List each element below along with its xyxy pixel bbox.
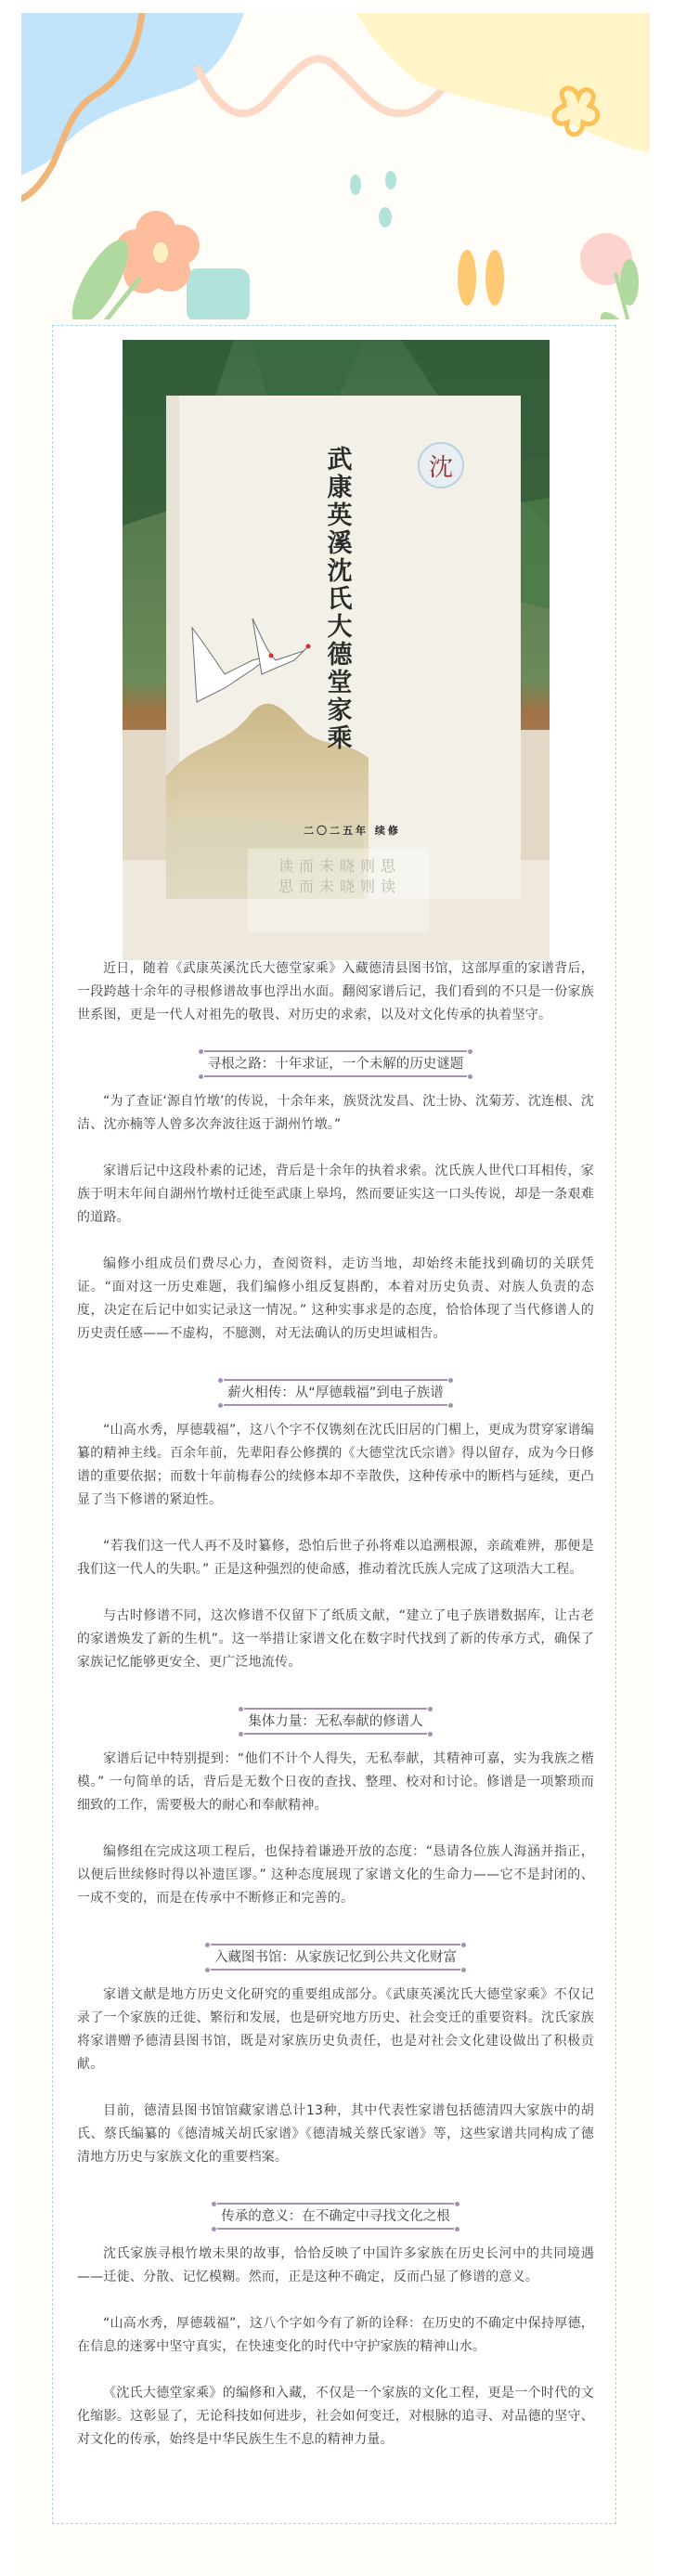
paragraph: 编修组在完成这项工程后，也保持着谦逊开放的态度：“恳请各位族人海涵并指正，以便后世续修时得以补遗匡谬。” 这种态度展现了家谱文化的生命力——它不是封闭的、一成不变的，而是在传承中不断修正和完善的。 xyxy=(77,1844,594,1906)
article-container xyxy=(52,325,616,2524)
family-seal-icon: 沈 xyxy=(428,454,454,482)
paragraph: “为了查证‘源自竹墩’的传说，十余年来，族贤沈发昌、沈士协、沈菊芳、沈连根、沈洁、沈亦楠等人曾多次奔波往返于湖州竹墩。” xyxy=(77,1094,594,1132)
section-heading: 传承的意义：在不确定中寻找文化之根 xyxy=(212,2203,459,2230)
paragraph: 《沈氏大德堂家乘》的编修和入藏，不仅是一个家族的文化工程，更是一个时代的文化缩影。这彰显了，无论科技如何进步，社会如何变迁，对根脉的追寻、对品德的坚守、对文化的传承，始终是中华民族生生不息的精神力量。 xyxy=(77,2386,594,2447)
article-body xyxy=(77,957,594,2475)
paragraph: 家谱后记中这段朴素的记述，背后是十余年的执着求索。沈氏族人世代口耳相传，家族于明末年间自湖州竹墩村迁徙至武康上皋坞，然而要证实这一口头传说，却是一条艰难的道路。 xyxy=(77,1164,594,1225)
paragraph: 与古时修谱不同，这次修谱不仅留下了纸质文献，“建立了电子族谱数据库，让古老的家谱焕发了新的生机”。这一举措让家谱文化在数字时代找到了新的传承方式，确保了家族记忆能够更安全、更广泛地流传。 xyxy=(77,1608,594,1670)
paragraph: “若我们这一代人再不及时纂修，恐怕后世子孙将难以追溯根源，亲疏难辨，那便是我们这一代人的失职。” 正是这种强烈的使命感，推动着沈氏族人完成了这项浩大工程。 xyxy=(77,1539,594,1577)
section-heading: 寻根之路：十年求证，一个未解的历史谜题 xyxy=(199,1050,473,1077)
paragraph: 沈氏家族寻根竹墩未果的故事，恰恰反映了中国许多家族在历史长河中的共同境遇——迁徙、分散、记忆模糊。然而，正是这种不确定，反而凸显了修谱的意义。 xyxy=(77,2246,594,2284)
section-heading: 集体力量：无私奉献的修谱人 xyxy=(239,1708,433,1735)
paragraph: 编修小组成员们费尽心力，查阅资料，走访当地，却始终未能找到确切的关联凭证。“面对这一历史难题，我们编修小组反复斟酌，本着对历史负责、对族人负责的态度，决定在后记中如实记录这一情况。” 这种实事求是的态度，恰恰体现了当代修谱人的历史责任感——不虚构，不臆测，对无法确认的历史坦诚相告。 xyxy=(77,1256,594,1341)
section-heading: 薪火相传：从“厚德载福”到电子族谱 xyxy=(218,1379,453,1406)
book-cover-photo xyxy=(123,340,550,960)
floral-header-illustration xyxy=(21,13,650,319)
paragraph: 目前，德清县图书馆馆藏家谱总计13种，其中代表性家谱包括德清四大家族中的胡氏、蔡氏编纂的《德清城关胡氏家谱》《德清城关蔡氏家谱》等，这些家谱共同构成了德清地方历史与家族文化的重要档案。 xyxy=(77,2103,594,2165)
book-year-label: 二〇二五年 续修 xyxy=(304,825,401,837)
paragraph: “山高水秀，厚德载福”，这八个字不仅镌刻在沈氏旧居的门楣上，更成为贯穿家谱编纂的精神主线。百余年前，先辈阳春公修撰的《大德堂沈氏宗谱》得以留存，成为今日修谱的重要依据；而数十年前梅春公的续修本却不幸散佚，这种传承中的断档与延续，更凸显了当下修谱的紧迫性。 xyxy=(77,1423,594,1507)
paragraph: “山高水秀，厚德载福”，这八个字如今有了新的诠释：在历史的不确定中保持厚德，在信息的迷雾中坚守真实，在快速变化的时代中守护家族的精神山水。 xyxy=(77,2316,594,2354)
paragraph: 家谱后记中特别提到：“他们不计个人得失，无私奉献，其精神可嘉，实为我族之楷模。” 一句简单的话，背后是无数个日夜的查找、整理、校对和讨论。修谱是一项繁琐而细致的工作，需要极大的耐心和奉献精神。 xyxy=(77,1751,594,1813)
book-title-vertical: 武 康 英 溪 沈 氏 大 德 堂 家 乘 xyxy=(327,446,353,753)
book-motto: 读而未晓则思 思而未晓则读 xyxy=(278,857,402,895)
intro-paragraph: 近日，随着《武康英溪沈氏大德堂家乘》入藏德清县图书馆，这部厚重的家谱背后，一段跨越十余年的寻根修谱故事也浮出水面。翻阅家谱后记，我们看到的不只是一份家族世系图，更是一代人对祖先的敬畏、对历史的求索，以及对文化传承的执着坚守。 xyxy=(77,961,594,1022)
paragraph: 家谱文献是地方历史文化研究的重要组成部分。《武康英溪沈氏大德堂家乘》不仅记录了一个家族的迁徙、繁衍和发展，也是研究地方历史、社会变迁的重要资料。沈氏家族将家谱赠予德清县图书馆，既是对家族历史负责任，也是对社会文化建设做出了积极贡献。 xyxy=(77,1987,594,2072)
page-background xyxy=(21,13,650,2576)
section-heading: 入藏图书馆：从家族记忆到公共文化财富 xyxy=(205,1944,466,1971)
